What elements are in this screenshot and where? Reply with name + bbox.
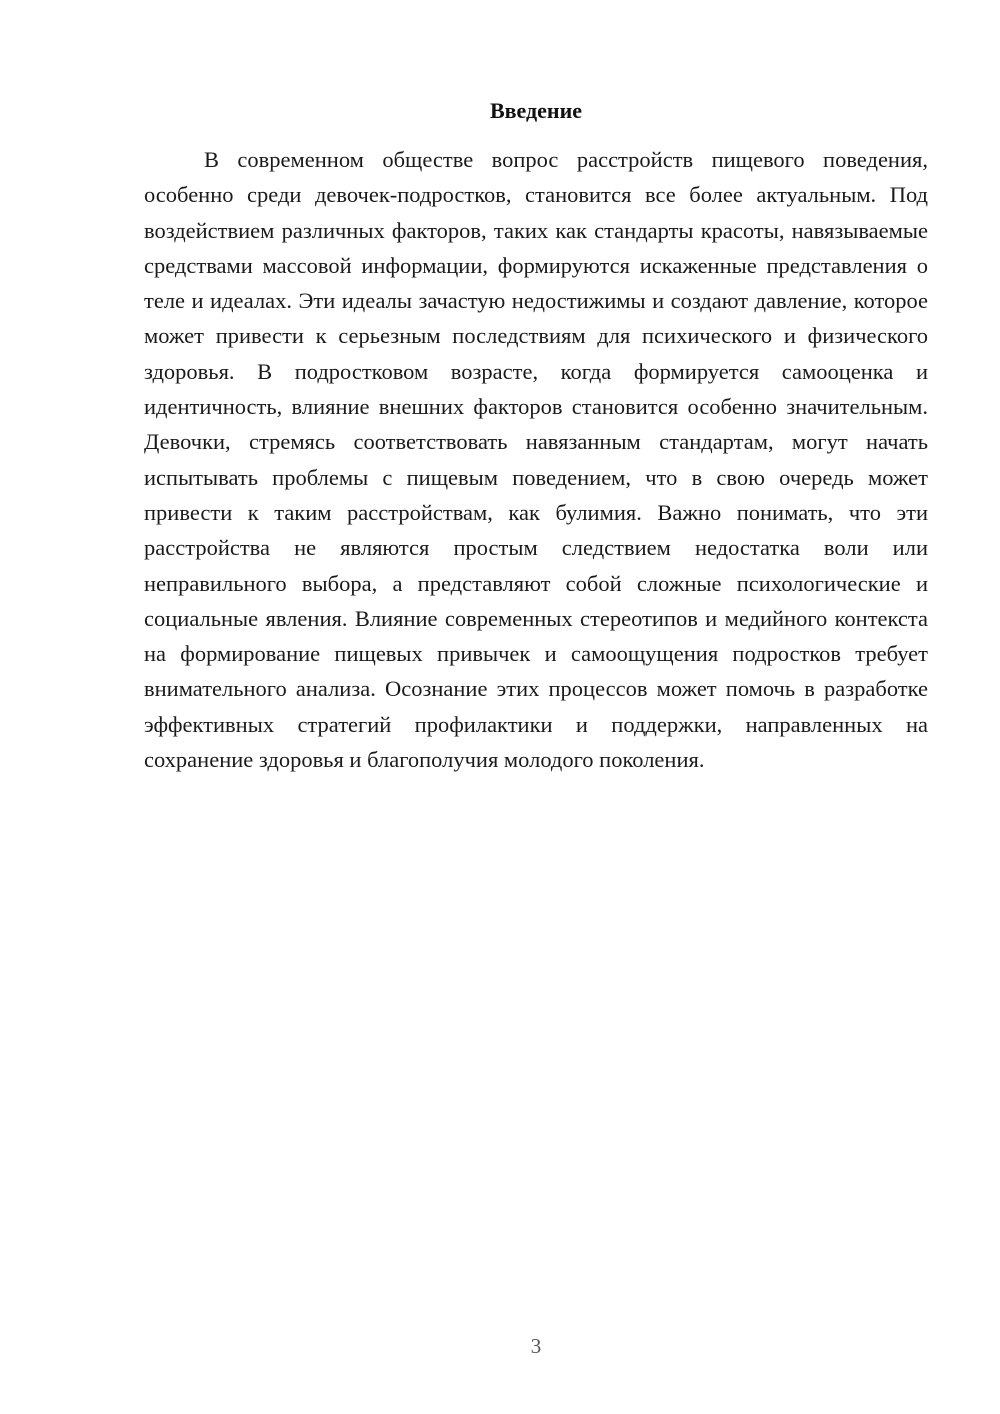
body-paragraph: В современном обществе вопрос расстройств пищевого поведения, особенно среди девочек-подростков, становится все более актуальным. Под воздействием различных факторов, таких как стандарты красоты, навязываемые средствами массовой информации, формируются искаженные представления о теле и идеалах. Эти идеалы зачастую недостижимы и создают давление, которое может привести к серьезным последствиям для психического и физического здоровья. В подростковом возрасте, когда формируется самооценка и идентичность, влияние внешних факторов становится особенно значительным. Девочки, стремясь соответствовать навязанным стандартам, могут начать испытывать проблемы с пищевым поведением, что в свою очередь может привести к таким расстройствам, как булимия. Важно понимать, что эти расстройства не являются простым следствием недостатка воли или неправильного выбора, а представляют собой сложные психологические и социальные явления. Влияние современных стереотипов и медийного контекста на формирование пищевых привычек и самоощущения подростков требует внимательного анализа. Осознание этих процессов может помочь в разработке эффективных стратегий профилактики и поддержки, направленных на сохранение здоровья и благополучия молодого поколения. [144, 147, 928, 773]
section-heading: Введение [489, 98, 583, 123]
page-number: 3 [530, 1334, 542, 1358]
